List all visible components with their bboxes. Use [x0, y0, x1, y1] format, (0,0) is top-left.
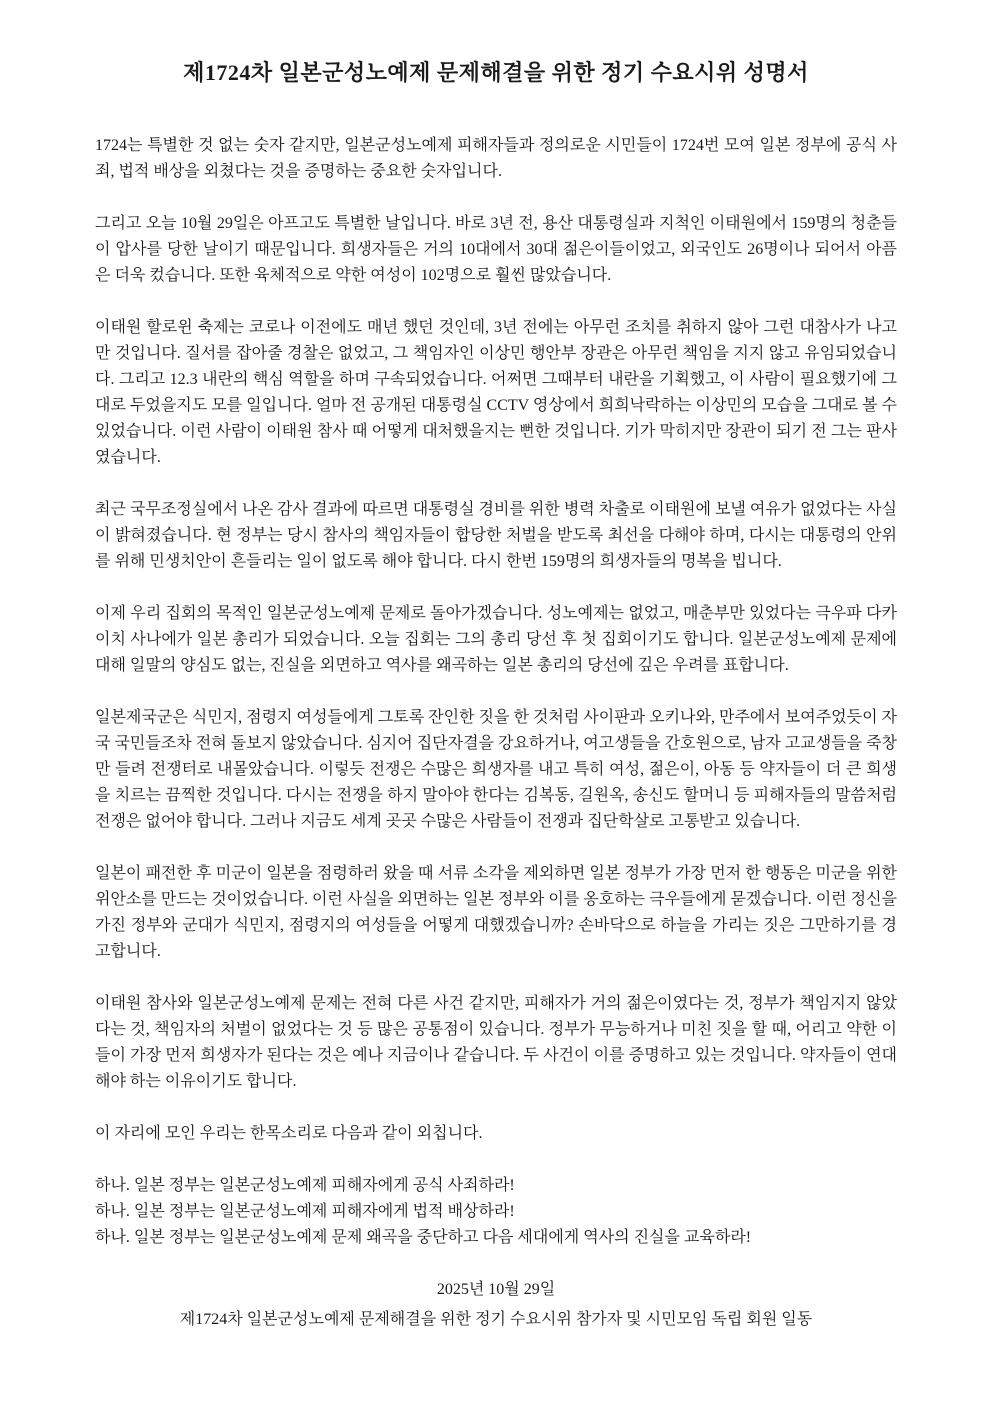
demand-line: 하나. 일본 정부는 일본군성노예제 피해자에게 공식 사죄하라!: [95, 1176, 515, 1194]
paragraph: 일본제국군은 식민지, 점령지 여성들에게 그토록 잔인한 짓을 한 것처럼 사이판과 오키나와, 만주에서 보여주었듯이 자국 국민들조차 전혀 돌보지 않았습니다. 심지어 집단자결을 강요하거나, 여고생들을 간호원으로, 남자 고교생들을 죽창만 들려 전쟁터로 내몰았습니다. 이렇듯 전쟁은 수많은 희생자를 내고 특히 여성, 젊은이, 아동 등 약자들이 더 큰 희생을 치르는 끔찍한 것입니다. 다시는 전쟁을 하지 말아야 한다는 김복동, 길원옥, 송신도 할머니 등 피해자들의 말씀처럼 전쟁은 없어야 합니다. 그러나 지금도 세계 곳곳 수많은 사람들이 전쟁과 집단학살로 고통받고 있습니다.: [95, 708, 897, 830]
signature-line: 제1724차 일본군성노예제 문제해결을 위한 정기 수요시위 참가자 및 시민모임 독립 회원 일동: [179, 1310, 813, 1328]
paragraph: 이 자리에 모인 우리는 한목소리로 다음과 같이 외칩니다.: [95, 1124, 483, 1142]
demands-list: [95, 1173, 897, 1251]
paragraph: 이제 우리 집회의 목적인 일본군성노예제 문제로 돌아가겠습니다. 성노예제는 없었고, 매춘부만 있었다는 극우파 다카이치 사나에가 일본 총리가 되었습니다. 오늘 집회는 그의 총리 당선 후 첫 집회이기도 합니다. 일본군성노예제 문제에 대해 일말의 양심도 없는, 진실을 외면하고 역사를 왜곡하는 일본 총리의 당선에 깊은 우려를 표합니다.: [95, 604, 897, 674]
paragraph: 1724는 특별한 것 없는 숫자 같지만, 일본군성노예제 피해자들과 정의로운 시민들이 1724번 모여 일본 정부에 공식 사죄, 법적 배상을 외쳤다는 것을 증명하는 중요한 숫자입니다.: [95, 136, 897, 180]
document-body: [95, 133, 897, 1147]
demand-line: 하나. 일본 정부는 일본군성노예제 문제 왜곡을 중단하고 다음 세대에게 역사의 진실을 교육하라!: [95, 1228, 752, 1246]
document-title: 제1724차 일본군성노예제 문제해결을 위한 정기 수요시위 성명서: [183, 60, 809, 85]
demand-line: 하나. 일본 정부는 일본군성노예제 피해자에게 법적 배상하라!: [95, 1202, 515, 1220]
paragraph: 그리고 오늘 10월 29일은 아프고도 특별한 날입니다. 바로 3년 전, 용산 대통령실과 지척인 이태원에서 159명의 청춘들이 압사를 당한 날이기 때문입니다. 희생자들은 거의 10대에서 30대 젊은이들이었고, 외국인도 26명이나 되어서 아픔은 더욱 컸습니다. 또한 육체적으로 약한 여성이 102명으로 훨씬 많았습니다.: [95, 214, 897, 284]
paragraph: 최근 국무조정실에서 나온 감사 결과에 따르면 대통령실 경비를 위한 병력 차출로 이태원에 보낼 여유가 없었다는 사실이 밝혀졌습니다. 현 정부는 당시 참사의 책임자들이 합당한 처벌을 받도록 최선을 다해야 하며, 다시는 대통령의 안위를 위해 민생치안이 흔들리는 일이 없도록 해야 합니다. 다시 한번 159명의 희생자들의 명복을 빕니다.: [95, 500, 897, 570]
paragraph: 이태원 참사와 일본군성노예제 문제는 전혀 다른 사건 같지만, 피해자가 거의 젊은이였다는 것, 정부가 책임지지 않았다는 것, 책임자의 처벌이 없었다는 것 등 많은 공통점이 있습니다. 정부가 무능하거나 미친 짓을 할 때, 어리고 약한 이들이 가장 먼저 희생자가 된다는 것은 예나 지금이나 같습니다. 두 사건이 이를 증명하고 있는 것입니다. 약자들이 연대해야 하는 이유이기도 합니다.: [95, 994, 897, 1090]
paragraph: 이태원 할로윈 축제는 코로나 이전에도 매년 했던 것인데, 3년 전에는 아무런 조치를 취하지 않아 그런 대참사가 나고 만 것입니다. 질서를 잡아줄 경찰은 없었고, 그 책임자인 이상민 행안부 장관은 아무런 책임을 지지 않고 유임되었습니다. 그리고 12.3 내란의 핵심 역할을 하며 구속되었습니다. 어쩌면 그때부터 내란을 기획했고, 이 사람이 필요했기에 그대로 두었을지도 모를 일입니다. 얼마 전 공개된 대통령실 CCTV 영상에서 희희낙락하는 이상민의 모습을 그대로 볼 수 있었습니다. 이런 사람이 이태원 참사 때 어떻게 대처했을지는 뻔한 것입니다. 기가 막히지만 장관이 되기 전 그는 판사였습니다.: [95, 318, 897, 466]
paragraph: 일본이 패전한 후 미군이 일본을 점령하러 왔을 때 서류 소각을 제외하면 일본 정부가 가장 먼저 한 행동은 미군을 위한 위안소를 만드는 것이었습니다. 이런 사실을 외면하는 일본 정부와 이를 옹호하는 극우들에게 묻겠습니다. 이런 정신을 가진 정부와 군대가 식민지, 점령지의 여성들을 어떻게 대했겠습니까? 손바닥으로 하늘을 가리는 짓은 그만하기를 경고합니다.: [95, 864, 897, 960]
date-line: 2025년 10월 29일: [436, 1280, 556, 1298]
